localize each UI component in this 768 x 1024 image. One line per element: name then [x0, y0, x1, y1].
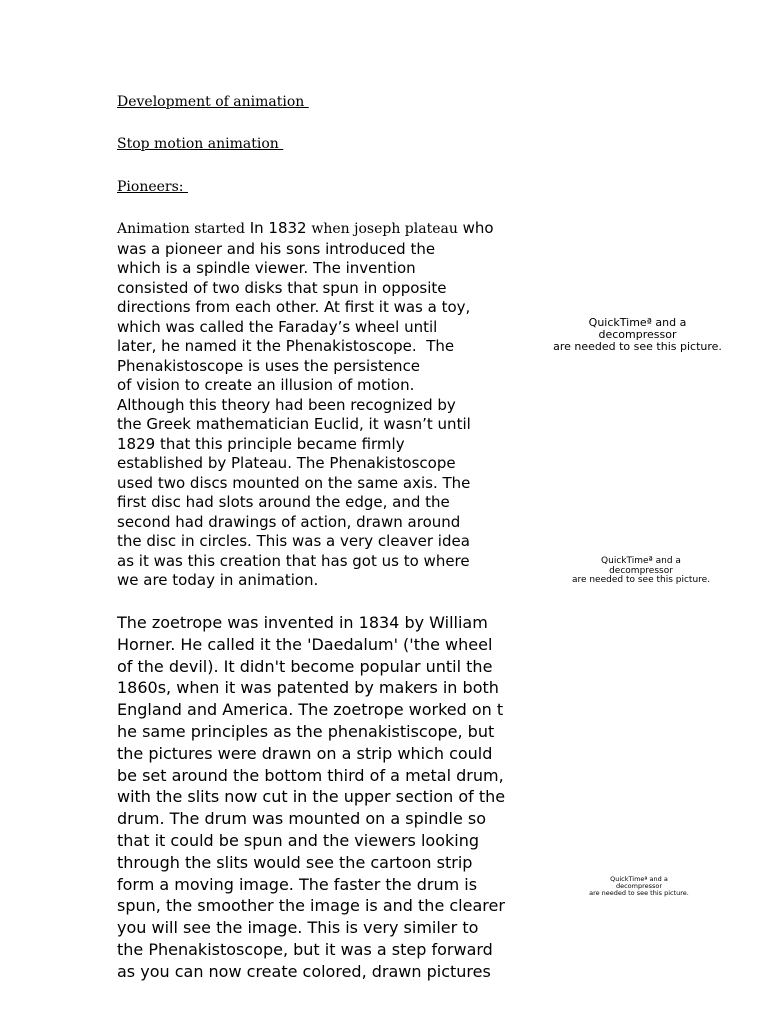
paragraph-line: established by Plateau. The Phenakistoscope [117, 454, 456, 472]
paragraph-zoetrope [117, 612, 527, 983]
paragraph-line: Phenakistoscope is uses the persistence [117, 356, 421, 375]
paragraph-line: 1860s, when it was patented by makers in both [117, 678, 499, 698]
paragraph-line: drum. The drum was mounted on a spindle so [117, 809, 486, 829]
quicktime-placeholder [540, 317, 735, 353]
paragraph-line: Although this theory had been recognized by [117, 395, 456, 414]
paragraph-line: as you can now create colored, drawn pictures [117, 961, 491, 981]
placeholder-line: QuickTimeª and a [610, 875, 668, 883]
heading-development-of-animation: Development of animation [117, 94, 309, 110]
text-run: when joseph plateau [311, 221, 458, 237]
paragraph-line: consisted of two disks that spun in opposite [117, 278, 447, 297]
paragraph-line: second had drawings of action, drawn around [117, 512, 461, 531]
placeholder-line: decompressor [615, 882, 663, 890]
placeholder-line: decompressor [609, 565, 673, 576]
paragraph-line: which is a spindle viewer. The invention [117, 259, 416, 277]
paragraph-line: was a pioneer and his sons introduced the [117, 239, 436, 258]
paragraph-line: he same principles as the phenakistiscope, but [117, 721, 495, 741]
paragraph-line: later, he named it the Phenakistoscope. The [117, 337, 455, 355]
paragraph-line: the Phenakistoscope, but it was a step forward [117, 939, 493, 959]
paragraph-line: the Greek mathematician Euclid, it wasn’t until [117, 415, 471, 433]
paragraph-line: England and America. The zoetrope worked on t [117, 700, 504, 720]
text-run: In 1832 [244, 219, 312, 237]
paragraph-line: as it was this creation that has got us to where [117, 551, 470, 570]
text-run: Animation started [117, 221, 245, 237]
paragraph-line: be set around the bottom third of a metal drum, [117, 765, 504, 785]
heading-stop-motion-animation: Stop motion animation [117, 136, 284, 152]
paragraph-line: spun, the smoother the image is and the clearer [117, 896, 505, 916]
paragraph-phenakistoscope [117, 219, 527, 591]
paragraph-line: 1829 that this principle became firmly [117, 434, 405, 453]
paragraph-line: the pictures were drawn on a strip which could [117, 743, 493, 763]
quicktime-placeholder [566, 557, 716, 586]
placeholder-line: QuickTimeª and a [601, 556, 681, 566]
placeholder-line: decompressor [598, 328, 677, 341]
paragraph-line: we are today in animation. [117, 571, 319, 589]
paragraph-line: with the slits now cut in the upper section of the [117, 787, 506, 807]
paragraph-line: first disc had slots around the edge, and the [117, 493, 450, 511]
placeholder-line: are needed to see this picture. [571, 575, 711, 585]
paragraph-line: you will see the image. This is very similer to [117, 918, 479, 938]
paragraph-line: The zoetrope was invented in 1834 by William [117, 613, 488, 632]
text-run: who [457, 219, 494, 237]
paragraph-line: through the slits would see the cartoon strip [117, 852, 473, 872]
paragraph-line: the disc in circles. This was a very cleaver idea [117, 532, 470, 550]
paragraph-line: directions from each other. At first it was a toy, [117, 298, 471, 316]
placeholder-line: are needed to see this picture. [589, 889, 689, 897]
placeholder-line: are needed to see this picture. [553, 340, 722, 353]
placeholder-line: QuickTimeª and a [588, 316, 687, 329]
paragraph-line: of vision to create an illusion of motion. [117, 376, 415, 394]
paragraph-line: used two discs mounted on the same axis. The [117, 473, 471, 492]
paragraph-line: Horner. He called it the 'Daedalum' ('the wheel [117, 634, 493, 654]
paragraph-line: that it could be spun and the viewers looking [117, 830, 479, 850]
paragraph-line: form a moving image. The faster the drum is [117, 874, 478, 894]
heading-pioneers: Pioneers: [117, 179, 188, 195]
quicktime-placeholder [580, 876, 698, 897]
paragraph-line [117, 219, 527, 240]
paragraph-line: which was called the Faraday’s wheel until [117, 317, 438, 336]
paragraph-line: of the devil). It didn't become popular until the [117, 656, 493, 676]
